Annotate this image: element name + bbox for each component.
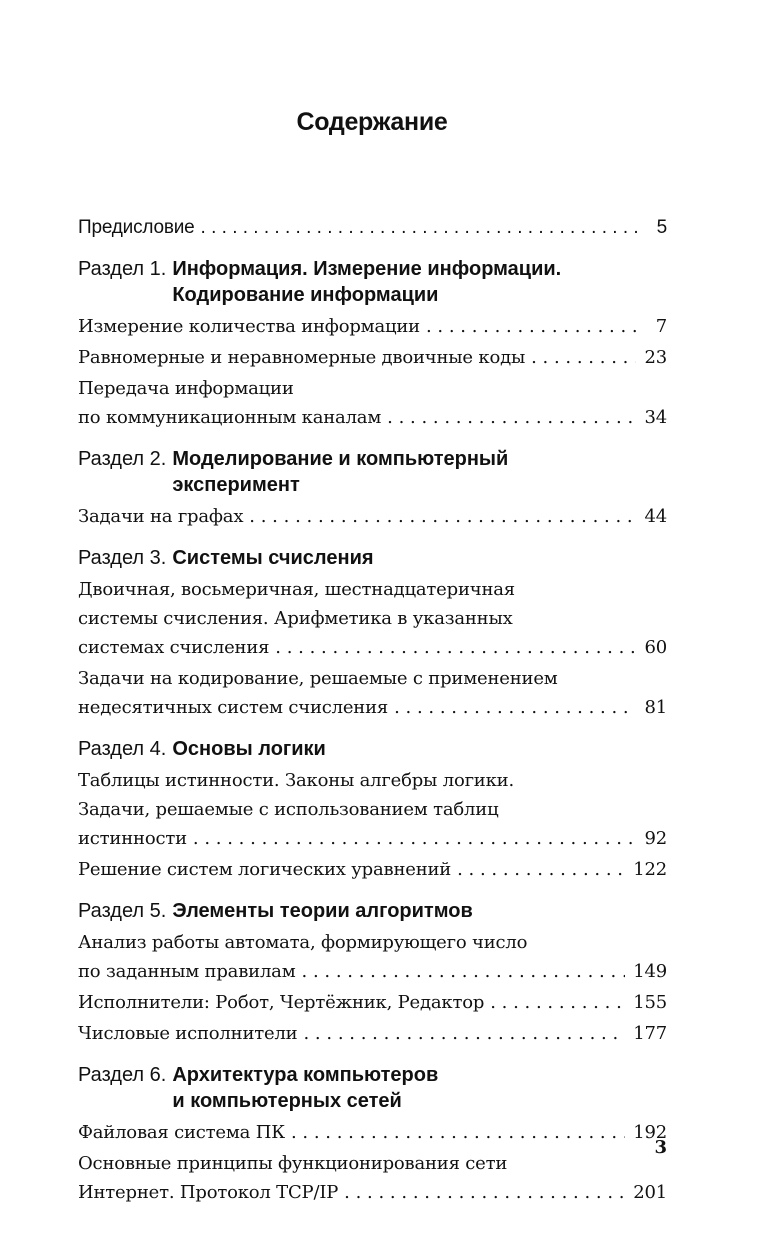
- toc-entry-text: Числовые исполнители: [78, 1023, 298, 1044]
- section-title-line: Основы логики: [172, 738, 326, 760]
- toc-entry: [78, 374, 667, 432]
- section-heading: [78, 736, 667, 762]
- toc-entry-page: 81: [644, 697, 667, 718]
- section-heading: [78, 1062, 667, 1114]
- toc-entry-text: Измерение количества информации: [78, 316, 420, 337]
- section-title-line: Кодирование информации: [172, 284, 439, 306]
- toc-entry: [78, 1118, 667, 1147]
- toc-entry-text: Равномерные и неравномерные двоичные коды: [78, 347, 526, 368]
- toc-entry-text: Таблицы истинности. Законы алгебры логики.: [78, 770, 514, 791]
- section-heading: [78, 256, 667, 308]
- toc-entry: [78, 766, 667, 853]
- toc-entry: [78, 664, 667, 722]
- leader-dots: [303, 1019, 625, 1048]
- toc-entry-preface: [78, 213, 667, 242]
- table-of-contents: [78, 213, 667, 1207]
- leader-dots: [457, 855, 625, 884]
- section-heading: [78, 446, 667, 498]
- leader-dots: [302, 957, 626, 986]
- leader-dots: [275, 633, 636, 662]
- toc-entry-text: Задачи на графах: [78, 506, 244, 527]
- toc-entry-text: истинности: [78, 828, 187, 849]
- section-title-line: Элементы теории алгоритмов: [172, 900, 473, 922]
- toc-entry-text: недесятичных систем счисления: [78, 697, 389, 718]
- toc-entry: [78, 928, 667, 986]
- section-title-line: Информация. Измерение информации.: [172, 258, 562, 280]
- toc-entry-text: Передача информации: [78, 378, 294, 399]
- section-label: Раздел 4.: [78, 738, 167, 760]
- leader-dots: [394, 693, 636, 722]
- section-title: [172, 256, 667, 308]
- leader-dots: [249, 502, 636, 531]
- page-number: 3: [654, 1137, 667, 1158]
- toc-entry-text: Основные принципы функционирования сети: [78, 1153, 508, 1174]
- toc-entry-page: 201: [633, 1182, 667, 1203]
- toc-entry-text: системы счисления. Арифметика в указанных: [78, 608, 513, 629]
- toc-entry-page: 60: [644, 637, 667, 658]
- toc-entry-page: 177: [633, 1023, 667, 1044]
- toc-entry-text: по заданным правилам: [78, 961, 296, 982]
- toc-title: Содержание: [296, 108, 448, 136]
- section-title: [172, 736, 667, 762]
- section-heading: [78, 545, 667, 571]
- section-title-line: Системы счисления: [172, 547, 374, 569]
- toc-entry-text: Двоичная, восьмеричная, шестнадцатеричная: [78, 579, 515, 600]
- section-title-line: Моделирование и компьютерный: [172, 448, 509, 470]
- section-title-line: Архитектура компьютеров: [172, 1064, 439, 1086]
- toc-entry-text: Задачи, решаемые с использованием таблиц: [78, 799, 499, 820]
- toc-entry-page: 149: [633, 961, 667, 982]
- toc-entry-text: Решение систем логических уравнений: [78, 859, 452, 880]
- toc-entry-page: 44: [644, 506, 667, 527]
- toc-entry: [78, 1149, 667, 1207]
- leader-dots: [291, 1118, 625, 1147]
- section-label: Раздел 5.: [78, 900, 167, 922]
- section-title-line: и компьютерных сетей: [172, 1090, 402, 1112]
- section-label: Раздел 2.: [78, 448, 167, 470]
- section-label: Раздел 6.: [78, 1064, 167, 1086]
- toc-entry-page: 192: [633, 1122, 667, 1143]
- section-title: [172, 446, 667, 498]
- toc-entry-text: Анализ работы автомата, формирующего число: [78, 932, 528, 953]
- section-title: [172, 545, 667, 571]
- section-title: [172, 1062, 667, 1114]
- toc-entry-text: Задачи на кодирование, решаемые с применением: [78, 668, 558, 689]
- toc-sections: [78, 256, 667, 1207]
- section-label: Раздел 1.: [78, 258, 167, 280]
- toc-entry-text: Предисловие: [78, 217, 195, 238]
- toc-entry-text: Файловая система ПК: [78, 1122, 285, 1143]
- toc-entry-page: 23: [644, 347, 667, 368]
- toc-entry: [78, 575, 667, 662]
- toc-entry-page: 34: [644, 407, 667, 428]
- section-heading: [78, 898, 667, 924]
- toc-entry: [78, 502, 667, 531]
- leader-dots: [531, 343, 636, 372]
- leader-dots: [426, 312, 639, 341]
- leader-dots: [201, 213, 639, 242]
- leader-dots: [490, 988, 625, 1017]
- section-title-line: эксперимент: [172, 474, 300, 496]
- leader-dots: [387, 403, 636, 432]
- section-label: Раздел 3.: [78, 547, 167, 569]
- toc-entry-page: 7: [655, 316, 667, 337]
- toc-entry-text: Интернет. Протокол TCP/IP: [78, 1182, 339, 1203]
- toc-entry-text: Исполнители: Робот, Чертёжник, Редактор: [78, 992, 485, 1013]
- toc-entry: [78, 312, 667, 341]
- section-title: [172, 898, 667, 924]
- toc-entry: [78, 855, 667, 884]
- toc-entry: [78, 1019, 667, 1048]
- toc-entry-text: системах счисления: [78, 637, 270, 658]
- toc-entry-page: 155: [633, 992, 667, 1013]
- toc-entry-text: по коммуникационным каналам: [78, 407, 382, 428]
- toc-entry: [78, 343, 667, 372]
- leader-dots: [193, 824, 637, 853]
- toc-entry: [78, 988, 667, 1017]
- toc-entry-page: 122: [633, 859, 667, 880]
- leader-dots: [344, 1178, 625, 1207]
- toc-entry-page: 92: [644, 828, 667, 849]
- toc-entry-page: 5: [656, 217, 667, 238]
